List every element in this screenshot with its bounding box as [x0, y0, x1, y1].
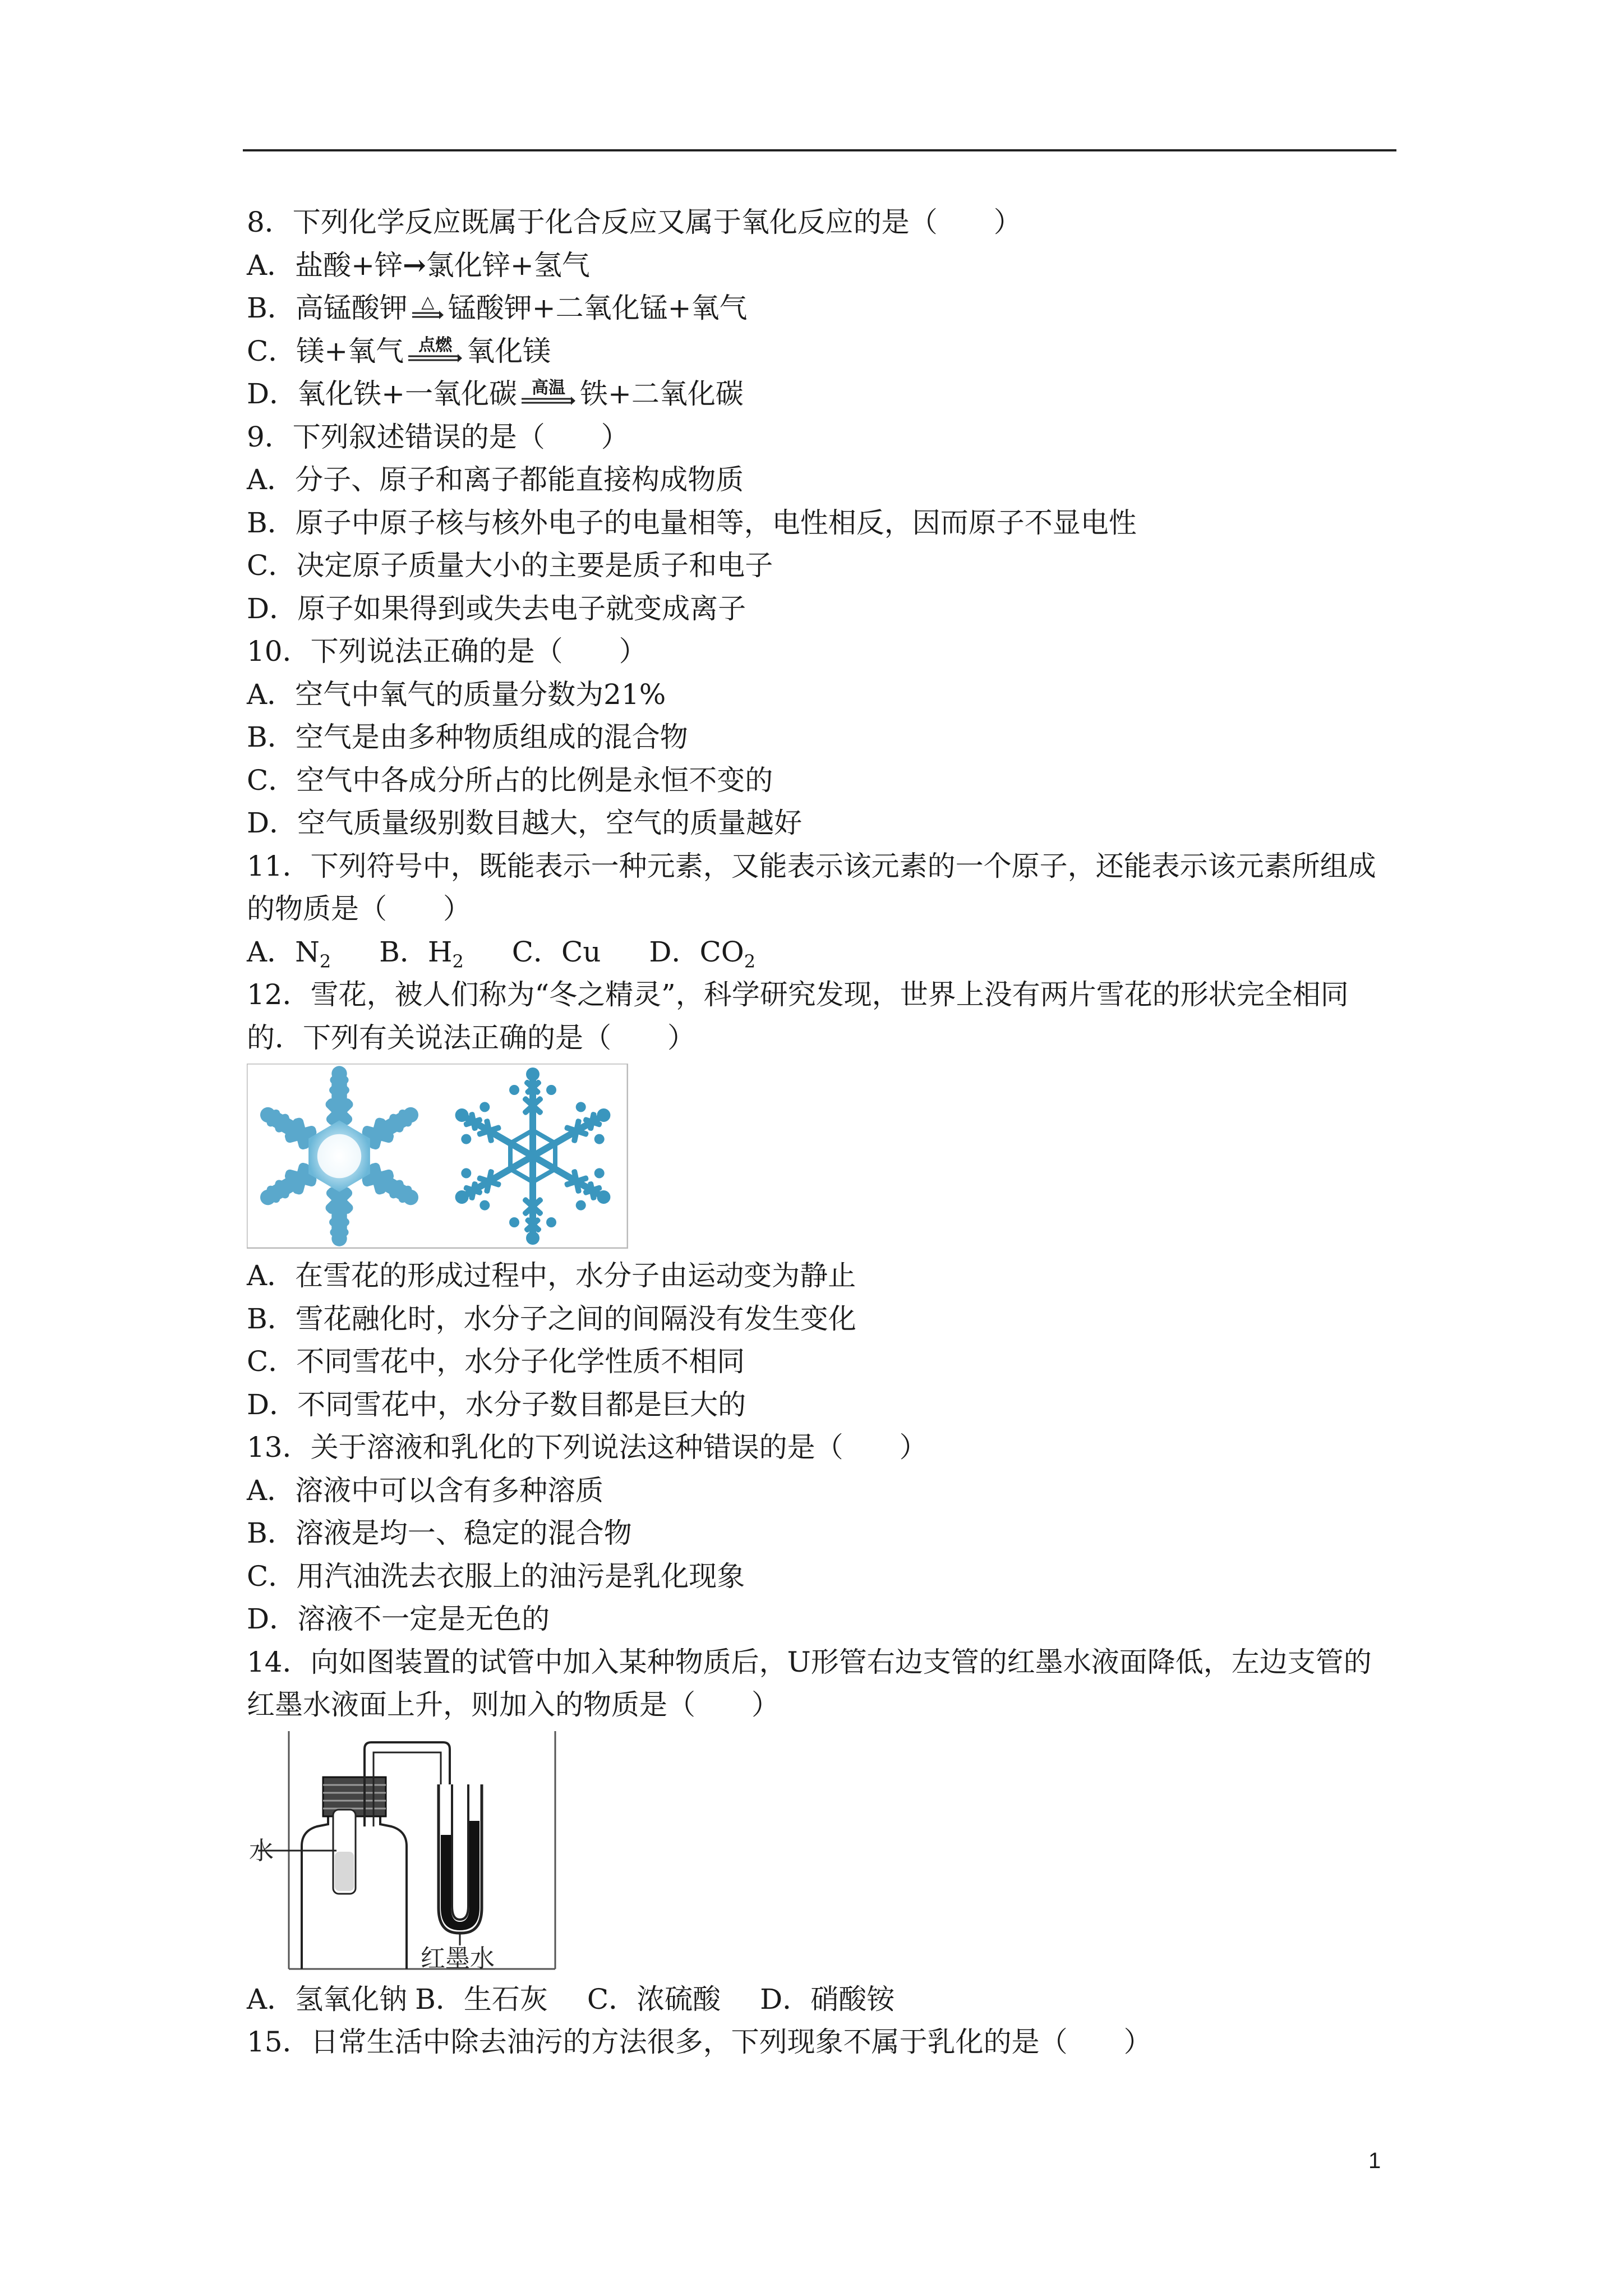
snowflake-figure — [247, 1064, 1402, 1249]
red-ink-liquid — [441, 1821, 479, 1930]
q8-a-right: 氯化锌+氢气 — [426, 249, 590, 282]
figure-border — [247, 1064, 628, 1248]
apparatus-image — [247, 1731, 561, 1972]
question-content — [247, 201, 1402, 2064]
q11-d-symbol: D．CO — [649, 935, 744, 968]
q10-option-c: C．空气中各成分所占的比例是永恒不变的 — [247, 763, 773, 797]
double-arrow-icon — [407, 354, 463, 363]
q12-option-c: C．不同雪花中，水分子化学性质不相同 — [247, 1345, 745, 1378]
q8-stem: 8．下列化学反应既属于化合反应又属于氧化反应的是（ ） — [247, 206, 1022, 238]
q14-option-d: D．硝酸铵 — [760, 1982, 895, 2016]
q12-option-d: D．不同雪花中，水分子数目都是巨大的 — [247, 1388, 746, 1421]
q15-stem: 15．日常生活中除去油污的方法很多，下列现象不属于乳化的是（ ） — [247, 2026, 1152, 2058]
double-arrow-icon — [411, 311, 445, 320]
test-tube-water — [335, 1852, 354, 1891]
q11-option-a — [247, 935, 331, 972]
snowflakes-image — [247, 1064, 628, 1249]
q9-stem: 9．下列叙述错误的是（ ） — [247, 420, 629, 453]
q10-option-d: D．空气质量级别数目越大，空气的质量越好 — [247, 807, 803, 839]
q11-option-c — [512, 936, 601, 968]
q9-option-d: D．原子如果得到或失去电子就变成离子 — [247, 592, 746, 625]
q11-stem-line1: 11．下列符号中，既能表示一种元素，又能表示该元素的一个原子，还能表示该元素所组成 — [247, 849, 1376, 882]
q11-stem-line2: 的物质是（ ） — [247, 892, 471, 925]
q8-option-c — [247, 330, 1402, 373]
q8-option-a — [247, 244, 1402, 287]
header-rule — [243, 149, 1396, 151]
q8-c-left: C．镁+氧气 — [247, 334, 404, 367]
heat-symbol: △ — [421, 292, 435, 312]
q9-option-b: B．原子中原子核与核外电子的电量相等，电性相反，因而原子不显电性 — [247, 506, 1137, 539]
q11-a-symbol: A．N — [247, 935, 320, 968]
q11-b-symbol: B．H — [379, 935, 453, 968]
q13-stem: 13．关于溶液和乳化的下列说法这种错误的是（ ） — [247, 1431, 928, 1464]
water-label: 水 — [249, 1836, 274, 1865]
q11-options — [247, 931, 1402, 974]
q8-option-d — [247, 372, 1402, 416]
q13-option-c: C．用汽油洗去衣服上的油污是乳化现象 — [247, 1559, 745, 1593]
q14-stem-line2: 红墨水液面上升，则加入的物质是（ ） — [247, 1688, 780, 1721]
q14-option-b: B．生石灰 — [415, 1982, 548, 2016]
q13-option-a: A．溶液中可以含有多种溶质 — [247, 1474, 604, 1507]
stopper — [323, 1777, 386, 1816]
q8-a-left: A．盐酸+锌 — [247, 249, 403, 282]
q10-stem: 10．下列说法正确的是（ ） — [247, 635, 647, 668]
q14-options — [247, 1978, 1402, 2021]
ignite-condition — [407, 337, 463, 363]
high-temp-text: 高温 — [531, 378, 565, 398]
q8-d-right: 铁+二氧化碳 — [579, 378, 744, 410]
q13-option-d: D．溶液不一定是无色的 — [247, 1603, 550, 1635]
high-temp-condition — [520, 380, 577, 406]
q8-b-left: B．高锰酸钾 — [247, 292, 408, 324]
q11-a-subscript: 2 — [319, 950, 331, 972]
q12-stem-line2: 的．下列有关说法正确的是（ ） — [247, 1021, 695, 1054]
red-ink-label: 红墨水 — [421, 1944, 495, 1972]
ignite-text: 点燃 — [418, 335, 453, 355]
q8-option-b — [247, 287, 1402, 330]
q8-b-right: 锰酸钾+二氧化锰+氧气 — [448, 292, 748, 324]
q11-d-subscript: 2 — [744, 950, 756, 972]
u-tube-apparatus-figure — [247, 1731, 1402, 1972]
page-number: 1 — [1368, 2148, 1381, 2173]
q9-option-c: C．决定原子质量大小的主要是质子和电子 — [247, 549, 773, 582]
q12-stem-line1: 12．雪花，被人们称为“冬之精灵”，科学研究发现，世界上没有两片雪花的形状完全相同 — [247, 978, 1349, 1011]
double-arrow-icon — [520, 397, 577, 406]
q8-d-left: D．氧化铁+一氧化碳 — [247, 378, 517, 410]
q8-c-right: 氧化镁 — [467, 334, 551, 367]
q12-option-a: A．在雪花的形成过程中，水分子由运动变为静止 — [247, 1259, 856, 1292]
heat-condition — [411, 294, 445, 320]
q11-option-d — [649, 935, 756, 972]
q11-b-subscript: 2 — [452, 950, 464, 972]
q14-stem-line1: 14．向如图装置的试管中加入某种物质后，U形管右边支管的红墨水液面降低，左边支管的 — [247, 1645, 1372, 1678]
q14-option-c: C．浓硫酸 — [587, 1982, 721, 2016]
q9-option-a: A．分子、原子和离子都能直接构成物质 — [247, 463, 744, 496]
q11-option-b — [379, 935, 464, 972]
q13-option-b: B．溶液是均一、稳定的混合物 — [247, 1517, 632, 1549]
q12-option-b: B．雪花融化时，水分子之间的间隔没有发生变化 — [247, 1302, 856, 1335]
q11-c-symbol: C．Cu — [511, 935, 601, 968]
reaction-arrow: → — [403, 248, 426, 282]
q14-option-a: A．氢氧化钠 — [247, 1982, 408, 2016]
q10-option-a: A．空气中氧气的质量分数为21% — [247, 678, 666, 711]
q10-option-b: B．空气是由多种物质组成的混合物 — [247, 721, 688, 753]
